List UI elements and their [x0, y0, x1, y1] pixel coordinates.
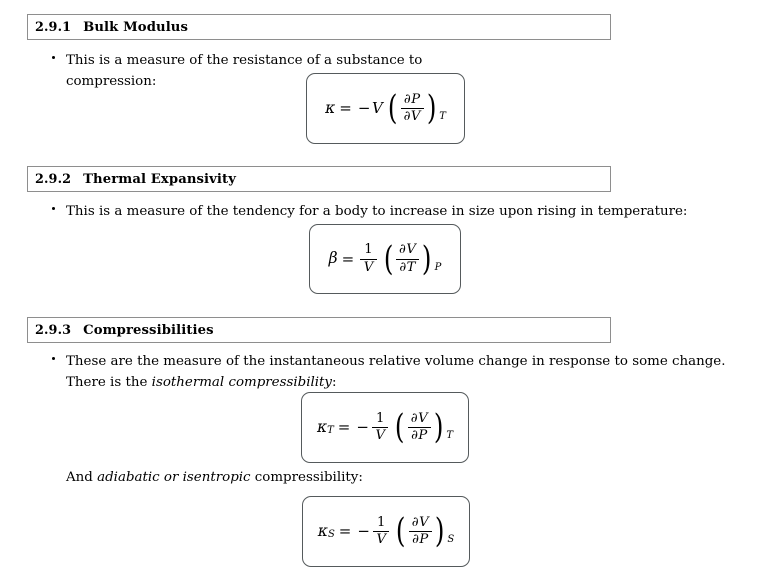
bullet-list-2-9-3 [52, 350, 738, 392]
bullet-text-part2: : [332, 375, 337, 390]
section-title: Bulk Modulus [83, 19, 189, 35]
adiabatic-intro-line [66, 468, 363, 487]
thermal-expansivity-formula: β = $\frac{1}{V}$ ( $\frac{\partial V}{\partial T}$ ) P [328, 238, 442, 279]
bullet-text: This is a measure of the resistance of a substance to compression: [66, 53, 423, 89]
adiabatic-intro-part1: And [66, 470, 98, 485]
section-number: 2.9.3 [35, 322, 72, 338]
bullet-dot-icon [52, 357, 55, 360]
adiabatic-compressibility-formula: κ S = − $\frac{1}{V}$ ( $\frac{\partial V}{\partial P}$ ) S [317, 511, 455, 552]
bullet-dot-icon [52, 207, 55, 210]
section-heading-2-9-2 [27, 166, 611, 192]
thermal-expansivity-formula-box [309, 224, 461, 294]
list-item [52, 350, 738, 392]
bullet-list-2-9-2 [52, 200, 692, 221]
section-heading-2-9-1 [27, 14, 611, 40]
bullet-dot-icon [52, 56, 55, 59]
bulk-modulus-formula: κ = − V ( $\frac{\partial P}{\partial V}$ ) T [325, 88, 446, 129]
section-number: 2.9.2 [35, 171, 72, 187]
list-item [52, 200, 692, 221]
adiabatic-intro-part2: compressibility: [250, 470, 363, 485]
bullet-text-part1: These are the measure of the instantaneous relative volume change in response to some change. There is the [66, 354, 726, 390]
adiabatic-intro-emphasis: adiabatic or isentropic [97, 470, 251, 485]
adiabatic-compressibility-formula-box [302, 496, 470, 567]
bullet-text [66, 354, 726, 390]
section-title: Thermal Expansivity [83, 171, 236, 187]
section-number: 2.9.1 [35, 19, 72, 35]
isothermal-compressibility-formula: κ T = − $\frac{1}{V}$ ( $\frac{\partial V}{\partial P}$ ) T [316, 407, 454, 448]
isothermal-compressibility-formula-box [301, 392, 469, 463]
section-heading-2-9-3 [27, 317, 611, 343]
bulk-modulus-formula-box [306, 73, 465, 144]
bullet-text-emphasis: isothermal compressibility [151, 375, 332, 390]
bullet-text: This is a measure of the tendency for a body to increase in size upon rising in temperature: [66, 204, 688, 219]
section-title: Compressibilities [83, 322, 214, 338]
